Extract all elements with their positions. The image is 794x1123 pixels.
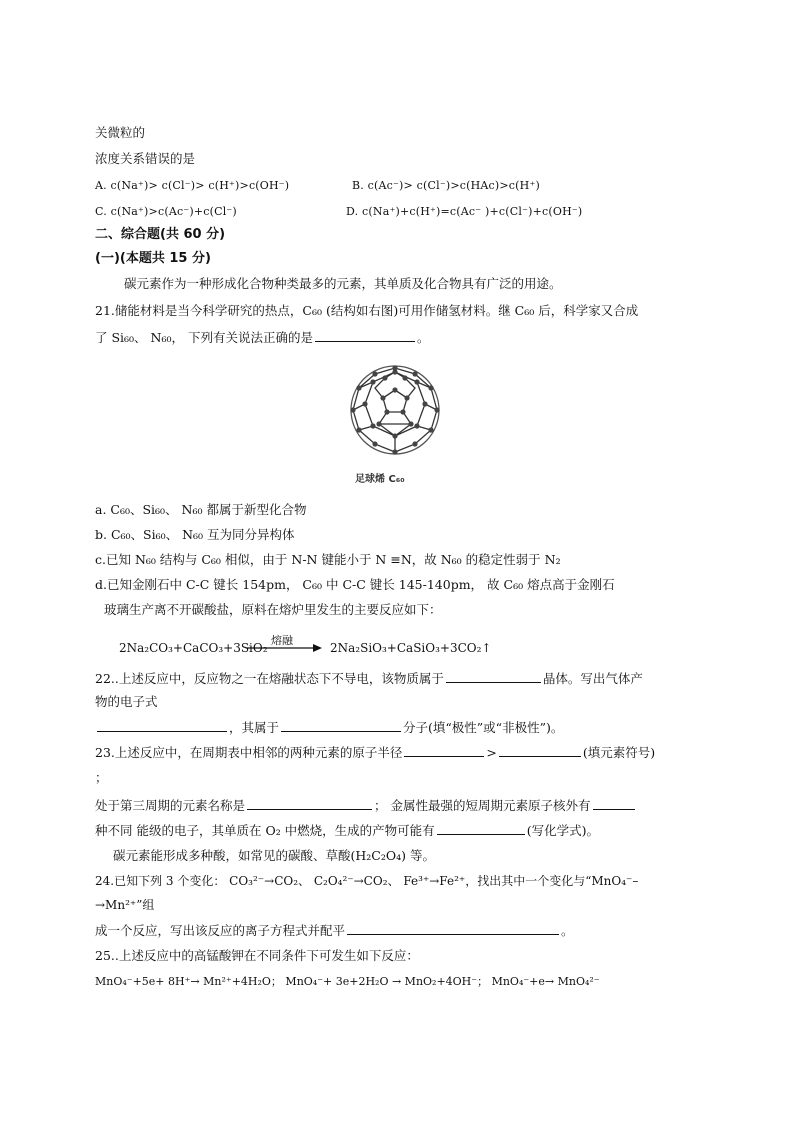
answer-blank[interactable] [315,329,415,342]
question-23-line3: 处于第三周期的元素名称是 ； 金属性最强的短周期元素原子核外有 [95,797,637,814]
answer-blank[interactable] [446,670,541,683]
line-1: 关微粒的 [95,125,146,140]
question-23-line2: ； [95,770,108,785]
answer-blank[interactable] [97,719,227,732]
question-22-line1: 22..上述反应中，反应物之一在熔融状态下不导电，该物质属于 晶体。写出气体产 [95,671,643,686]
option-b: B. c(Ac⁻)> c(Cl⁻)>c(HAc)>c(H⁺) [352,179,540,192]
question-25-line1: 25..上述反应中的高锰酸钾在不同条件下可发生如下反应： [95,948,419,963]
question-23-line4: 种不同 能级的电子，其单质在 O₂ 中燃烧，生成的产物可能有 (写化学式)。 [95,823,599,838]
option-d: D. c(Na⁺)+c(H⁺)=c(Ac⁻ )+c(Cl⁻)+c(OH⁻) [346,205,583,218]
c60-fullerene-icon [345,360,445,465]
choice-b: b. C₆₀、Si₆₀、 N₆₀ 互为同分异构体 [95,527,295,542]
question-23-line1: 23.上述反应中，在周期表中相邻的两种元素的原子半径 > (填元素符号) [95,745,656,760]
equation-reactants: 2Na₂CO₃+CaCO₃+3SiO₂ [119,641,268,655]
choice-a: a. C₆₀、Si₆₀、 N₆₀ 都属于新型化合物 [95,502,307,517]
question-24-line2: →Mn²⁺”组 [95,898,155,912]
q21-prompt: 了 Si₆₀、 N₆₀， 下列有关说法正确的是 [95,330,313,345]
answer-blank[interactable] [437,822,525,835]
answer-blank[interactable] [281,719,401,732]
line-2: 浓度关系错误的是 [95,151,196,166]
question-24-line1: 24.已知下列 3 个变化： CO₃²⁻→CO₂、 C₂O₄²⁻→CO₂、 Fe³⁺→Fe²⁺，找出其中一个变化与“MnO₄⁻– [95,874,639,888]
reaction-condition: 熔融 [271,634,293,647]
equation-products: 2Na₂SiO₃+CaSiO₃+3CO₂↑ [330,641,492,655]
reaction-equation [119,640,268,656]
figure-caption: 足球烯 C₆₀ [355,474,405,485]
question-21-line1: 21.储能材料是当今科学研究的热点，C₆₀ (结构如右图)可用作储氢材料。继 C₆₀ 后，科学家又合成 [95,303,639,318]
question-22-line3: ，其属于 分子(填“极性”或“非极性”)。 [95,719,563,736]
answer-blank[interactable] [404,744,484,757]
option-a: A. c(Na⁺)> c(Cl⁻)> c(H⁺)>c(OH⁻) [95,179,290,192]
section-heading: 二、综合题(共 60 分) [95,227,226,242]
question-25-equations: MnO₄⁻+5e+ 8H⁺→ Mn²⁺+4H₂O； MnO₄⁻+ 3e+2H₂O → MnO₂+4OH⁻； MnO₄⁻+e→ MnO₄²⁻ [95,975,600,988]
answer-blank[interactable] [593,797,635,810]
glass-intro: 玻璃生产离不开碳酸盐，原料在熔炉里发生的主要反应如下： [104,602,442,617]
acids-intro: 碳元素能形成多种酸，如常见的碳酸、草酸(H₂C₂O₄) 等。 [113,848,435,863]
answer-blank[interactable] [247,797,372,810]
intro-text: 碳元素作为一种形成化合物种类最多的元素，其单质及化合物具有广泛的用途。 [124,276,562,291]
part-heading: (一)(本题共 15 分) [95,251,211,266]
choice-d: d.已知金刚石中 C-C 键长 154pm， C₆₀ 中 C-C 键长 145-140pm， 故 C₆₀ 熔点高于金刚石 [95,577,615,592]
question-21-line2: 了 Si₆₀、 N₆₀， 下列有关说法正确的是 。 [95,330,430,345]
answer-blank[interactable] [499,744,581,757]
question-22-line2: 物的电子式 [95,694,158,709]
choice-c: c.已知 N₆₀ 结构与 C₆₀ 相似，由于 N-N 键能小于 N ≡N，故 N₆₀ 的稳定性弱于 N₂ [95,552,561,567]
c60-figure [345,360,445,488]
answer-blank[interactable] [347,922,559,935]
question-24-line3: 成一个反应，写出该反应的离子方程式并配平 。 [95,923,574,938]
option-c: C. c(Na⁺)>c(Ac⁻)+c(Cl⁻) [95,205,237,218]
reaction-arrow-icon [247,642,323,654]
